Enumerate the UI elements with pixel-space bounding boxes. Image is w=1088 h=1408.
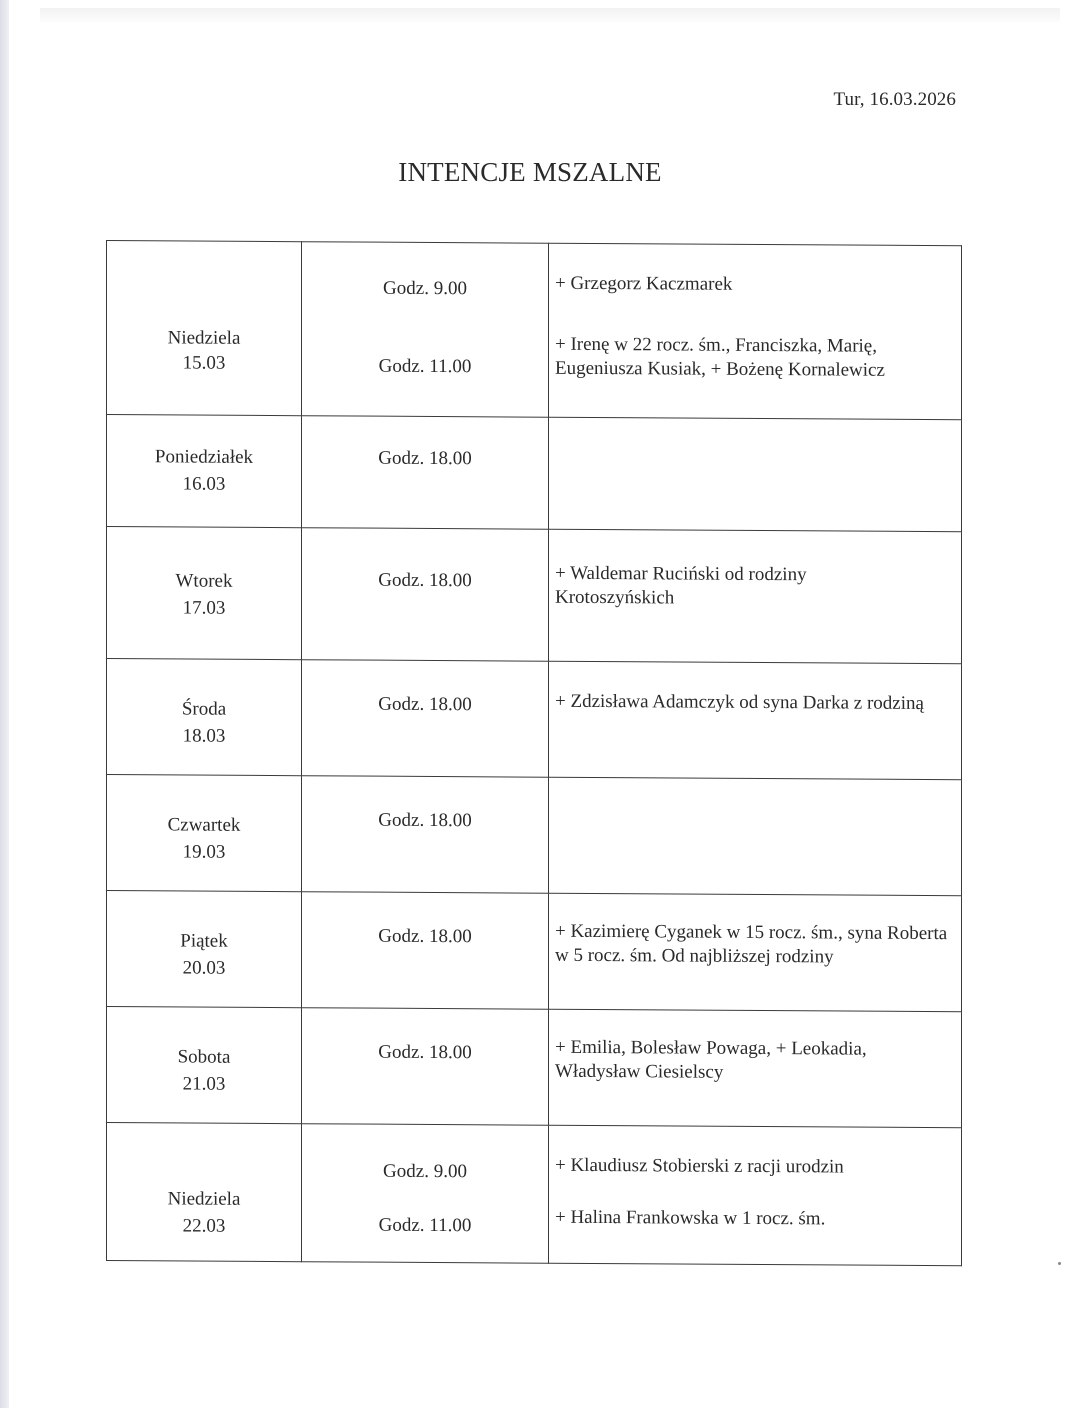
mass-time: Godz. 11.00 (378, 355, 472, 378)
day-cell (107, 659, 302, 776)
day-name: Niedziela (167, 327, 241, 349)
day-name: Czwartek (167, 814, 241, 836)
day-name: Niedziela (167, 1188, 241, 1210)
day-name: Poniedziałek (154, 446, 254, 468)
day-cell (107, 527, 302, 660)
mass-intention: + Irenę w 22 rocz. śm., Franciszka, Marię, Eugeniusza Kusiak, + Bożenę Kornalewicz (555, 333, 885, 381)
day-cell (107, 241, 302, 416)
mass-time: Godz. 11.00 (378, 1214, 472, 1237)
table-row (107, 659, 962, 780)
day-cell (107, 415, 302, 528)
mass-intention: + Zdzisława Adamczyk od syna Darka z rodziną (555, 690, 924, 714)
day-date: 20.03 (182, 957, 226, 979)
day-name: Sobota (177, 1046, 231, 1068)
intention-cell (549, 1009, 962, 1128)
day-date: 15.03 (182, 352, 226, 374)
mass-intention: + Klaudiusz Stobierski z racji urodzin (555, 1154, 844, 1178)
mass-time: Godz. 18.00 (378, 569, 472, 592)
mass-intention: + Halina Frankowska w 1 rocz. śm. (555, 1206, 826, 1230)
day-cell (107, 1007, 302, 1124)
scan-top-noise (40, 8, 1060, 22)
day-cell (107, 775, 302, 892)
mass-intentions-table (106, 240, 962, 1266)
scan-edge-shadow (0, 0, 9, 1408)
mass-time: Godz. 18.00 (378, 693, 472, 716)
day-date: 17.03 (182, 597, 226, 619)
intention-cell (549, 777, 962, 896)
mass-time: Godz. 18.00 (378, 925, 472, 948)
place-and-date: Tur, 16.03.2026 (833, 89, 956, 110)
intention-cell (549, 417, 962, 532)
scan-speck (1058, 1262, 1061, 1265)
day-name: Piątek (180, 930, 228, 952)
day-date: 18.03 (182, 725, 226, 747)
time-cell (302, 776, 549, 894)
intention-cell (549, 529, 962, 664)
mass-time: Godz. 18.00 (378, 1041, 472, 1064)
table-row (107, 1123, 962, 1266)
day-date: 22.03 (182, 1215, 226, 1237)
table-row (107, 527, 962, 664)
day-cell (107, 1123, 302, 1262)
mass-intention: + Emilia, Bolesław Powaga, + Leokadia, Władysław Ciesielscy (555, 1036, 867, 1083)
intention-cell (549, 1125, 962, 1266)
time-cell (302, 1124, 549, 1264)
mass-intention: + Waldemar Ruciński od rodziny Krotoszyńskich (555, 562, 807, 609)
day-cell (107, 891, 302, 1008)
time-cell (302, 660, 549, 778)
day-name: Środa (181, 698, 227, 720)
mass-time: Godz. 9.00 (383, 1160, 467, 1183)
day-date: 16.03 (182, 473, 226, 495)
mass-intention: + Kazimierę Cyganek w 15 rocz. śm., syna Roberta w 5 rocz. śm. Od najbliższej rodziny (555, 920, 948, 968)
table-row (107, 891, 962, 1012)
intention-cell (549, 893, 962, 1012)
time-cell (302, 1008, 549, 1126)
table-row (107, 415, 962, 532)
time-cell (302, 242, 549, 418)
day-date: 21.03 (182, 1073, 226, 1095)
document-title: INTENCJE MSZALNE (398, 157, 662, 187)
mass-time: Godz. 9.00 (383, 277, 467, 300)
time-cell (302, 416, 549, 530)
mass-time: Godz. 18.00 (378, 447, 472, 470)
mass-intention: + Grzegorz Kaczmarek (555, 272, 733, 295)
time-cell (302, 892, 549, 1010)
table-row (107, 241, 962, 420)
intention-cell (549, 243, 962, 420)
intention-cell (549, 661, 962, 780)
day-date: 19.03 (182, 841, 226, 863)
table-row (107, 775, 962, 896)
mass-time: Godz. 18.00 (378, 809, 472, 832)
time-cell (302, 528, 549, 662)
table-row (107, 1007, 962, 1128)
day-name: Wtorek (175, 570, 233, 592)
